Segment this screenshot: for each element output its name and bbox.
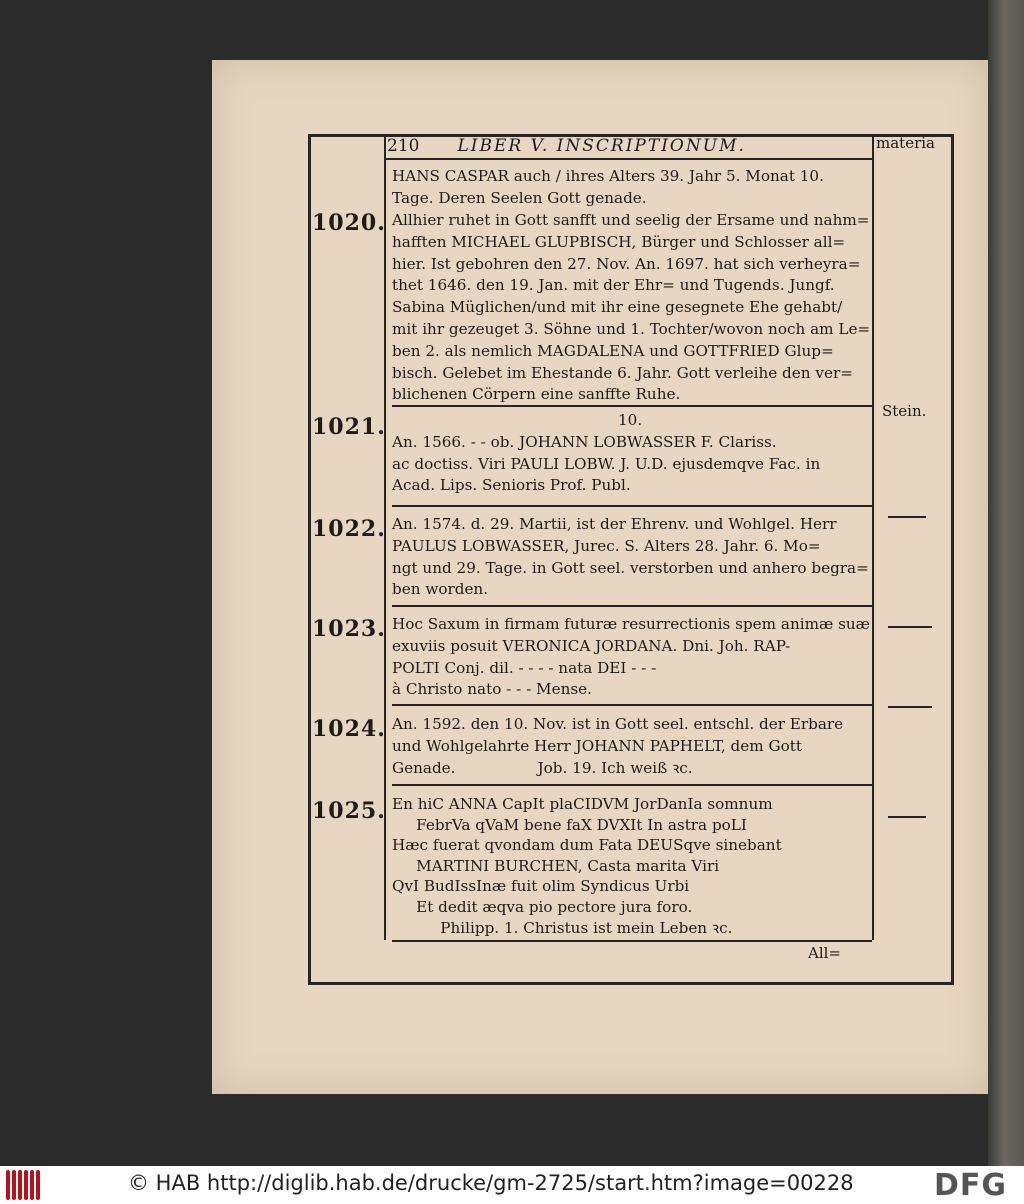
side-note: Stein. (882, 402, 927, 420)
text-line: exuviis posuit VERONICA JORDANA. Dni. Joh. RAP- (392, 636, 791, 655)
text-line: thet 1646. den 19. Jan. mit der Ehr= und Tugends. Jungf. (392, 276, 835, 295)
running-head (387, 136, 746, 156)
credit-link[interactable]: © HAB http://diglib.hab.de/drucke/gm-2725/start.htm?image=00228 (128, 1171, 854, 1195)
book-page (212, 60, 988, 1094)
entry-rule-3 (392, 605, 872, 607)
text-line: 10. (618, 411, 643, 429)
text-line: blichenen Cörpern eine sanffte Ruhe. (392, 385, 681, 404)
entry-text (392, 794, 782, 938)
entry-number: 1023. (312, 616, 386, 642)
text-line: Et dedit æqva pio pectore jura foro. (392, 897, 693, 916)
text-line: ben 2. als nemlich MAGDALENA und GOTTFRIED Glup= (392, 341, 834, 360)
text-line: MARTINI BURCHEN, Casta marita Viri (392, 856, 720, 875)
text-line: bisch. Gelebet im Ehestande 6. Jahr. Gott verleihe den ver= (392, 363, 853, 382)
entry-text (392, 614, 870, 701)
text-line: Philipp. 1. Christus ist mein Leben ꝛc. (392, 918, 733, 937)
text-line: hafften MICHAEL GLUPBISCH, Bürger und Schlosser all= (392, 232, 846, 251)
entry-rule-2 (392, 505, 872, 507)
entry-number: 1025. (312, 798, 386, 824)
text-line: Tage. Deren Seelen Gott genade. (392, 188, 647, 207)
page-number: 210 (387, 136, 420, 156)
text-line: ngt und 29. Tage. in Gott seel. verstorben und anhero begra= (392, 558, 869, 577)
bottom-rule (392, 940, 872, 942)
text-line: ben worden. (392, 580, 489, 599)
text-line: Allhier ruhet in Gott sanfft und seelig der Ersame und nahm= (392, 211, 870, 229)
side-dash (888, 706, 932, 708)
side-dash (888, 516, 926, 518)
entry-text (392, 514, 869, 601)
dfg-logo: DFG (934, 1168, 1008, 1203)
side-column-title: materia (876, 134, 935, 152)
side-column-rule (872, 134, 874, 940)
backdrop-strip (988, 0, 1024, 1166)
text-line: Hæc fuerat qvondam dum Fata DEUSqve sinebant (392, 836, 782, 855)
entry-rule-5 (392, 784, 872, 786)
entry-text (392, 210, 870, 406)
text-line: mit ihr gezeuget 3. Söhne und 1. Tochter/wovon noch am Le= (392, 319, 871, 338)
text-line: PAULUS LOBWASSER, Jurec. S. Alters 28. Jahr. 6. Mo= (392, 536, 821, 555)
text-line: An. 1574. d. 29. Martii, ist der Ehrenv. und Wohlgel. Herr (392, 515, 837, 533)
text-line: HANS CASPAR auch / ihres Alters 39. Jahr 5. Monat 10. (392, 167, 824, 185)
side-dash (888, 626, 932, 628)
entry-number: 1024. (312, 716, 386, 742)
footer-bar (0, 1166, 1024, 1204)
text-line: Genade. Job. 19. Ich weiß ꝛc. (392, 758, 693, 777)
catchword: All= (808, 944, 841, 962)
text-line: Acad. Lips. Senioris Prof. Publ. (392, 476, 631, 495)
entry-text (392, 410, 820, 497)
text-line: POLTI Conj. dil. - - - - nata DEI - - - (392, 658, 657, 677)
side-dash (888, 816, 926, 818)
header-rule (384, 158, 872, 160)
entry-rule-4 (392, 704, 872, 706)
text-line: ac doctiss. Viri PAULI LOBW. J. U.D. ejusdemqve Fac. in (392, 454, 821, 473)
text-line: à Christo nato - - - Mense. (392, 680, 592, 699)
running-title: LIBER V. INSCRIPTIONUM. (457, 136, 746, 156)
entry-number: 1021. (312, 414, 386, 440)
text-line: Hoc Saxum in firmam futuræ resurrectionis spem animæ suæ (392, 615, 870, 633)
entry-text (392, 714, 843, 779)
text-line: QvI BudIssInæ fuit olim Syndicus Urbi (392, 877, 690, 896)
hab-logo-icon (6, 1170, 50, 1200)
entry-number: 1022. (312, 516, 386, 542)
text-line: und Wohlgelahrte Herr JOHANN PAPHELT, dem Gott (392, 736, 802, 755)
text-line: Sabina Müglichen/und mit ihr eine gesegnete Ehe gehabt/ (392, 298, 843, 317)
entry-text (392, 166, 824, 210)
text-line: En hiC ANNA CapIt plaCIDVM JorDanIa somnum (392, 795, 773, 813)
text-line: FebrVa qVaM bene faX DVXIt In astra poLI (392, 815, 747, 834)
text-line: An. 1592. den 10. Nov. ist in Gott seel. entschl. der Erbare (392, 715, 844, 733)
text-line: hier. Ist gebohren den 27. Nov. An. 1697. hat sich verheyra= (392, 254, 861, 273)
entry-number: 1020. (312, 210, 386, 236)
text-line: An. 1566. - - ob. JOHANN LOBWASSER F. Clariss. (392, 432, 777, 451)
